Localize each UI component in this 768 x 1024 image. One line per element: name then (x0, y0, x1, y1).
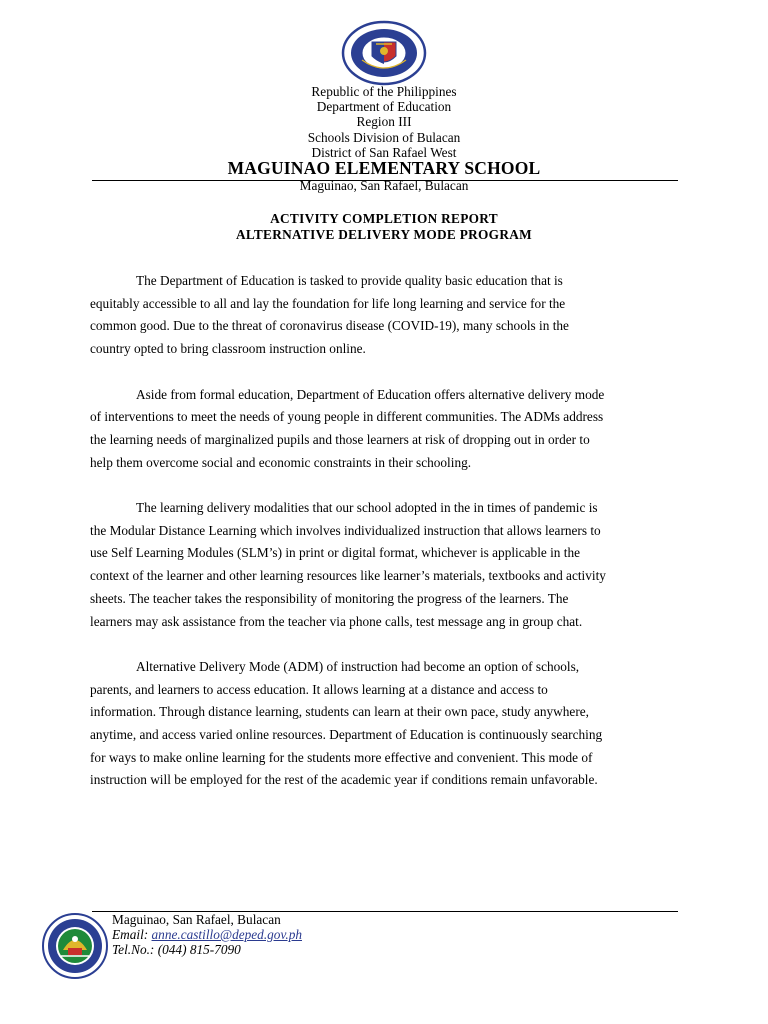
header-line-division: Schools Division of Bulacan (307, 129, 461, 145)
email-label: Email: (112, 927, 149, 942)
deped-seal-icon (332, 20, 436, 86)
email-link[interactable]: anne.castillo@deped.gov.ph (151, 927, 302, 942)
footer-tel-row (112, 942, 302, 957)
paragraph-line: the learning needs of marginalized pupils and those learners at risk of dropping out in order to (90, 431, 590, 447)
paragraph-line: parents, and learners to access education. It allows learning at a distance and access to (90, 681, 548, 697)
report-title-line-1: ACTIVITY COMPLETION REPORT (270, 211, 498, 226)
paragraph-line: sheets. The teacher takes the responsibility of monitoring the progress of the learners. The (90, 590, 569, 606)
paragraph-line: country opted to bring classroom instruction online. (90, 341, 366, 357)
paragraph-line: information. Through distance learning, students can learn at their own pace, study anywhere, (90, 704, 589, 720)
school-name: MAGUINAO ELEMENTARY SCHOOL (227, 158, 541, 178)
header-block (0, 84, 768, 160)
paragraph-line: instruction will be employed for the rest of the academic year if conditions remain unfavorable. (90, 772, 598, 788)
paragraph-4 (90, 656, 680, 792)
report-title-line-2: ALTERNATIVE DELIVERY MODE PROGRAM (236, 226, 532, 242)
paragraph-line: Aside from formal education, Department of Education offers alternative delivery mode (136, 386, 605, 402)
paragraph-line: use Self Learning Modules (SLM’s) in print or digital format, whichever is applicable in the (90, 545, 581, 561)
paragraph-line: learners may ask assistance from the teacher via phone calls, test message ang in group chat. (90, 613, 583, 629)
paragraph-line: The learning delivery modalities that our school adopted in the in times of pandemic is (136, 500, 598, 515)
header-line-country: Republic of the Philippines (311, 84, 457, 99)
footer-email-row (112, 927, 302, 942)
footer-contact (112, 912, 302, 957)
paragraph-line: equitably accessible to all and lay the foundation for life long learning and service for the (90, 295, 566, 311)
paragraph-line: anytime, and access varied online resources. Department of Education is continuously searching (90, 727, 603, 743)
paragraph-line: of interventions to meet the needs of young people in different communities. The ADMs address (90, 409, 604, 425)
tel-label: Tel.No.: (112, 942, 155, 957)
paragraph-line: for ways to make online learning for the students more effective and convenient. This mode of (90, 749, 593, 765)
paragraph-line: help them overcome social and economic constraints in their schooling. (90, 454, 472, 470)
paragraph-line: Alternative Delivery Mode (ADM) of instruction had become an option of schools, (136, 658, 580, 674)
header-line-district: District of San Rafael West (311, 144, 457, 160)
paragraph-3 (90, 497, 680, 633)
paragraph-line: The Department of Education is tasked to provide quality basic education that is (136, 273, 563, 288)
paragraph-line: context of the learner and other learning resources like learner’s materials, textbooks and activity (90, 568, 606, 584)
paragraph-1 (90, 270, 680, 361)
footer-address: Maguinao, San Rafael, Bulacan (112, 912, 281, 927)
header-line-department: Department of Education (316, 99, 452, 115)
school-address: Maguinao, San Rafael, Bulacan (299, 178, 469, 193)
header-line-region: Region III (356, 114, 412, 130)
report-title (0, 211, 768, 242)
paragraph-2 (90, 384, 680, 475)
paragraph-line: the Modular Distance Learning which involves individualized instruction that allows learners to (90, 522, 601, 538)
tel-number: (044) 815-7090 (157, 942, 241, 957)
paragraph-line: common good. Due to the threat of coronavirus disease (COVID-19), many schools in the (90, 318, 569, 334)
school-seal-icon (41, 912, 109, 980)
report-body (90, 270, 680, 815)
